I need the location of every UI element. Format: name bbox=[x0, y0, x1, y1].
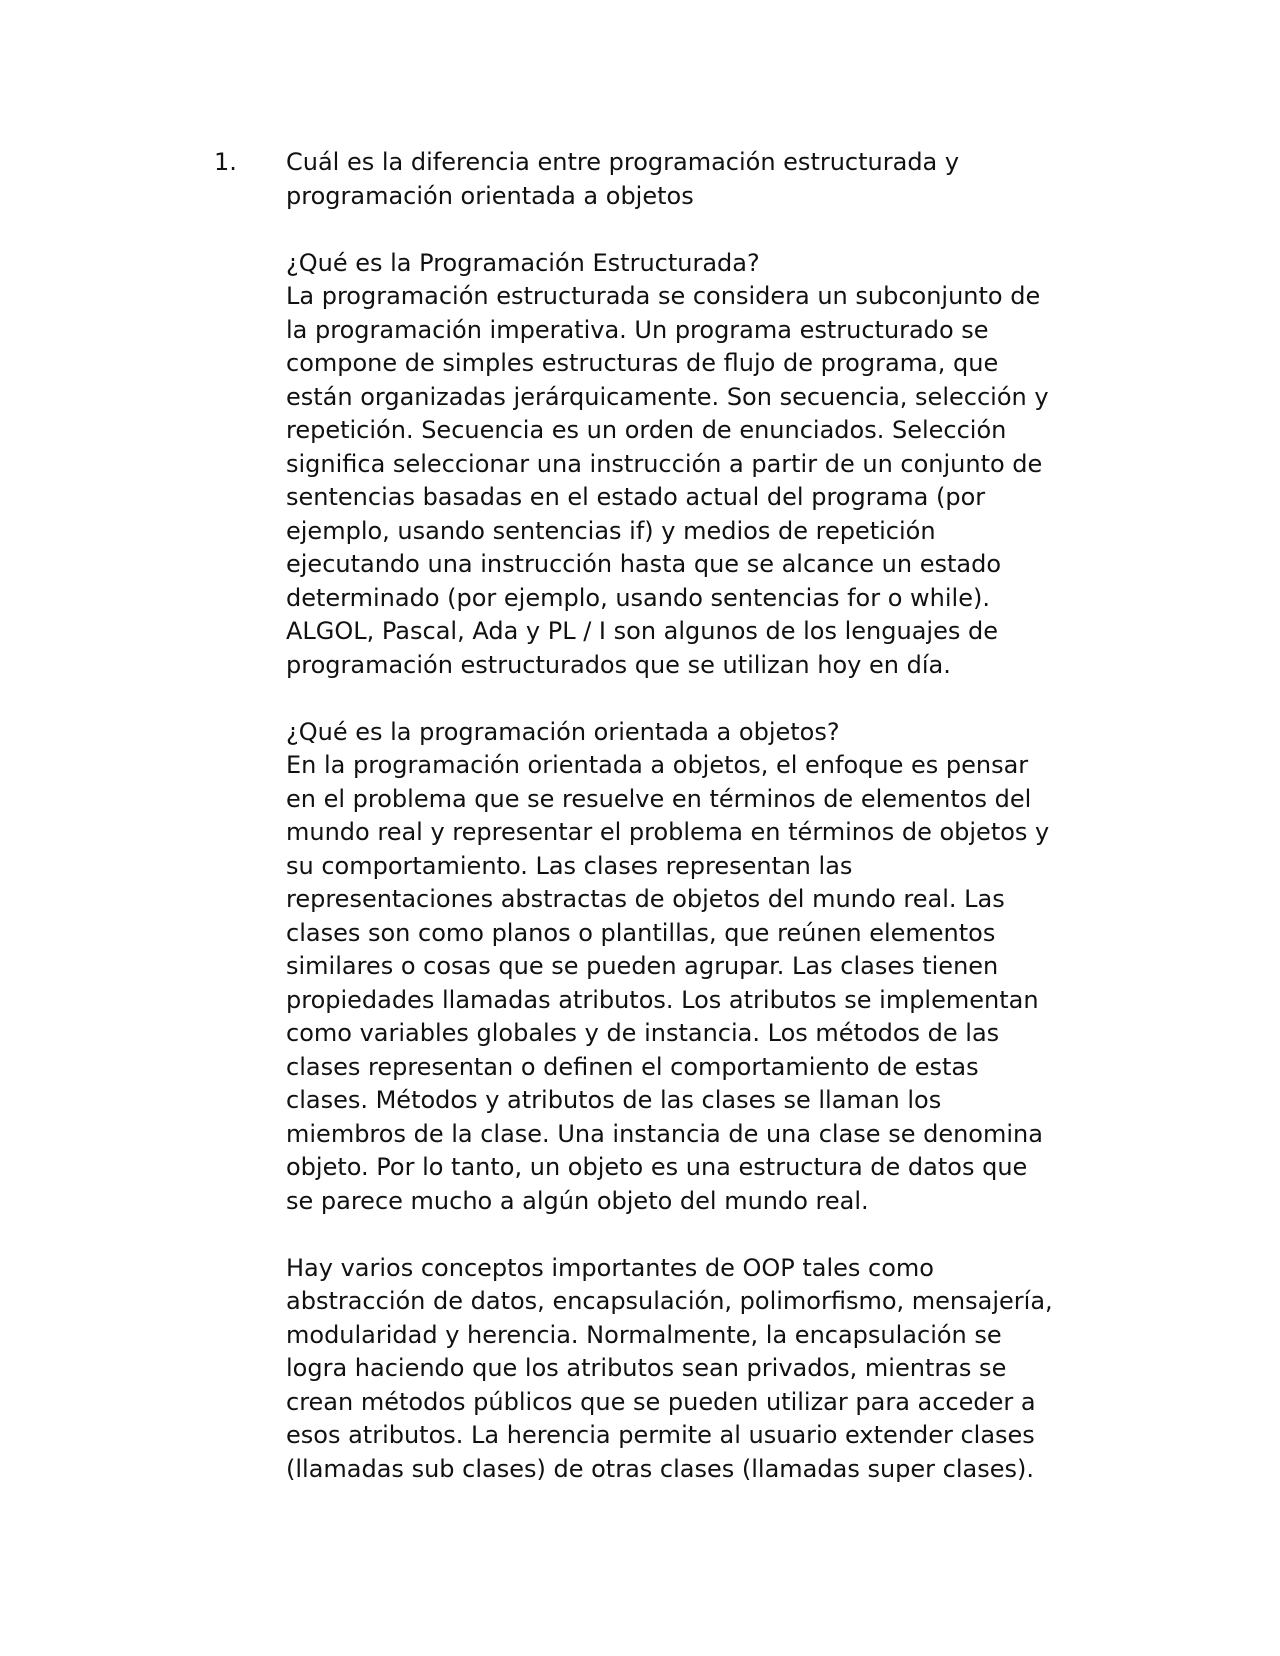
paragraph-line: La programación estructurada se considera un subconjunto de bbox=[286, 282, 1041, 310]
paragraph-line: sentencias basadas en el estado actual del programa (por bbox=[286, 483, 986, 511]
paragraph-line: modularidad y herencia. Normalmente, la encapsulación se bbox=[286, 1320, 1002, 1349]
paragraph-line: mundo real y representar el problema en términos de objetos y bbox=[286, 818, 1050, 846]
section-heading: ¿Qué es la Programación Estructurada? bbox=[286, 248, 760, 277]
paragraph-spacer bbox=[286, 682, 1106, 716]
paragraph-line: ejemplo, usando sentencias if) y medios de repetición bbox=[286, 516, 936, 545]
paragraph-line: como variables globales y de instancia. Los métodos de las bbox=[286, 1019, 1000, 1047]
section-object-oriented-programming bbox=[286, 716, 1106, 1219]
section-structured-programming bbox=[286, 247, 1106, 683]
section-oop-concepts bbox=[286, 1252, 1106, 1487]
paragraph-line: compone de simples estructuras de flujo de programa, que bbox=[286, 349, 999, 377]
question-title bbox=[286, 146, 1106, 213]
paragraph-line: Hay varios conceptos importantes de OOP tales como bbox=[286, 1253, 934, 1282]
paragraph-line: abstracción de datos, encapsulación, polimorfismo, mensajería, bbox=[286, 1287, 1053, 1315]
paragraph-line: están organizadas jerárquicamente. Son secuencia, selección y bbox=[286, 382, 1049, 411]
paragraph-line: su comportamiento. Las clases representan las bbox=[286, 851, 853, 880]
paragraph-line: determinado (por ejemplo, usando sentencias for o while). bbox=[286, 583, 990, 612]
paragraph-spacer bbox=[286, 213, 1106, 247]
question-line: programación orientada a objetos bbox=[286, 181, 694, 210]
paragraph-line: ALGOL, Pascal, Ada y PL / I son algunos de los lenguajes de bbox=[286, 617, 998, 645]
paragraph-line: clases representan o definen el comportamiento de estas bbox=[286, 1052, 979, 1081]
paragraph-line: logra haciendo que los atributos sean privados, mientras se bbox=[286, 1354, 1007, 1382]
paragraph-line: En la programación orientada a objetos, el enfoque es pensar bbox=[286, 751, 1029, 779]
question-line: Cuál es la diferencia entre programación estructurada y bbox=[286, 148, 960, 176]
paragraph-line: significa seleccionar una instrucción a partir de un conjunto de bbox=[286, 449, 1043, 478]
paragraph-line: programación estructurados que se utilizan hoy en día. bbox=[286, 650, 951, 679]
paragraph-line: ejecutando una instrucción hasta que se alcance un estado bbox=[286, 550, 1002, 578]
paragraph-line: crean métodos públicos que se pueden utilizar para acceder a bbox=[286, 1387, 1036, 1416]
list-item-number: 1. bbox=[214, 148, 237, 176]
paragraph-line: en el problema que se resuelve en términos de elementos del bbox=[286, 784, 1032, 813]
paragraph-line: repetición. Secuencia es un orden de enunciados. Selección bbox=[286, 416, 1007, 444]
section-heading: ¿Qué es la programación orientada a objetos? bbox=[286, 717, 840, 746]
paragraph-line: representaciones abstractas de objetos del mundo real. Las bbox=[286, 885, 1005, 913]
paragraph-line: clases son como planos o plantillas, que reúnen elementos bbox=[286, 918, 996, 947]
paragraph-line: objeto. Por lo tanto, un objeto es una estructura de datos que bbox=[286, 1153, 1028, 1181]
paragraph-line: la programación imperativa. Un programa estructurado se bbox=[286, 315, 989, 344]
paragraph-line: propiedades llamadas atributos. Los atributos se implementan bbox=[286, 985, 1039, 1014]
paragraph-line: esos atributos. La herencia permite al usuario extender clases bbox=[286, 1421, 1035, 1449]
paragraph-line: clases. Métodos y atributos de las clases se llaman los bbox=[286, 1086, 942, 1114]
document-content bbox=[286, 146, 1106, 1486]
paragraph-spacer bbox=[286, 1218, 1106, 1252]
paragraph-line: miembros de la clase. Una instancia de una clase se denomina bbox=[286, 1119, 1043, 1148]
paragraph-line: se parece mucho a algún objeto del mundo real. bbox=[286, 1186, 869, 1215]
paragraph-line: (llamadas sub clases) de otras clases (llamadas super clases). bbox=[286, 1454, 1034, 1483]
paragraph-line: similares o cosas que se pueden agrupar. Las clases tienen bbox=[286, 952, 999, 980]
